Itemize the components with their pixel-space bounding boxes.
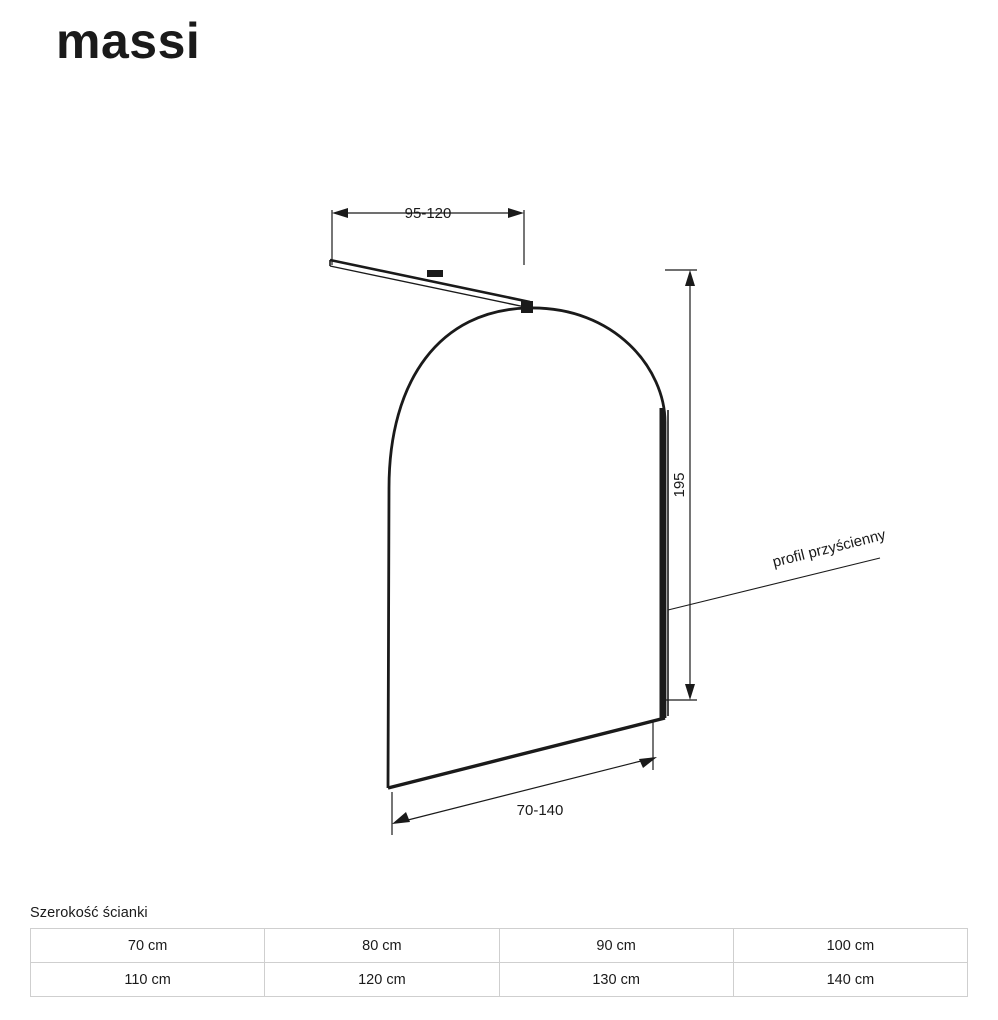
brand-logo — [28, 12, 288, 72]
table-cell: 90 cm — [499, 929, 733, 963]
dim-bottom-arrow-left — [392, 812, 410, 824]
label-wall-profile: profil przyścienny — [770, 526, 888, 571]
glass-panel-bottom-edge — [388, 718, 665, 788]
dim-height-arrow-bottom — [685, 684, 695, 700]
table-cell: 120 cm — [265, 963, 499, 997]
table-cell: 110 cm — [31, 963, 265, 997]
label-top-width: 95-120 — [404, 205, 452, 222]
widths-table — [30, 928, 968, 997]
dim-top-arrow-right — [508, 208, 524, 218]
support-arm-top-edge — [330, 260, 530, 302]
support-arm-bracket — [427, 270, 443, 277]
shower-wall-technical-drawing — [0, 70, 998, 860]
brand-logo-text: massi — [56, 13, 201, 69]
table-row — [31, 929, 968, 963]
table-cell: 130 cm — [499, 963, 733, 997]
table-cell: 80 cm — [265, 929, 499, 963]
table-cell: 100 cm — [733, 929, 967, 963]
glass-panel-outline — [388, 308, 665, 788]
dim-height-arrow-top — [685, 270, 695, 286]
dim-bottom-arrow-right — [639, 757, 657, 768]
glass-panel-arch — [388, 308, 665, 788]
label-height: 195 — [671, 472, 688, 498]
support-arm — [330, 260, 530, 308]
widths-table-title: Szerokość ścianki — [30, 905, 148, 921]
table-cell: 140 cm — [733, 963, 967, 997]
table-cell: 70 cm — [31, 929, 265, 963]
dim-top-arrow-left — [332, 208, 348, 218]
table-row — [31, 963, 968, 997]
widths-table-section — [30, 905, 968, 997]
label-bottom-width: 70-140 — [516, 802, 564, 819]
